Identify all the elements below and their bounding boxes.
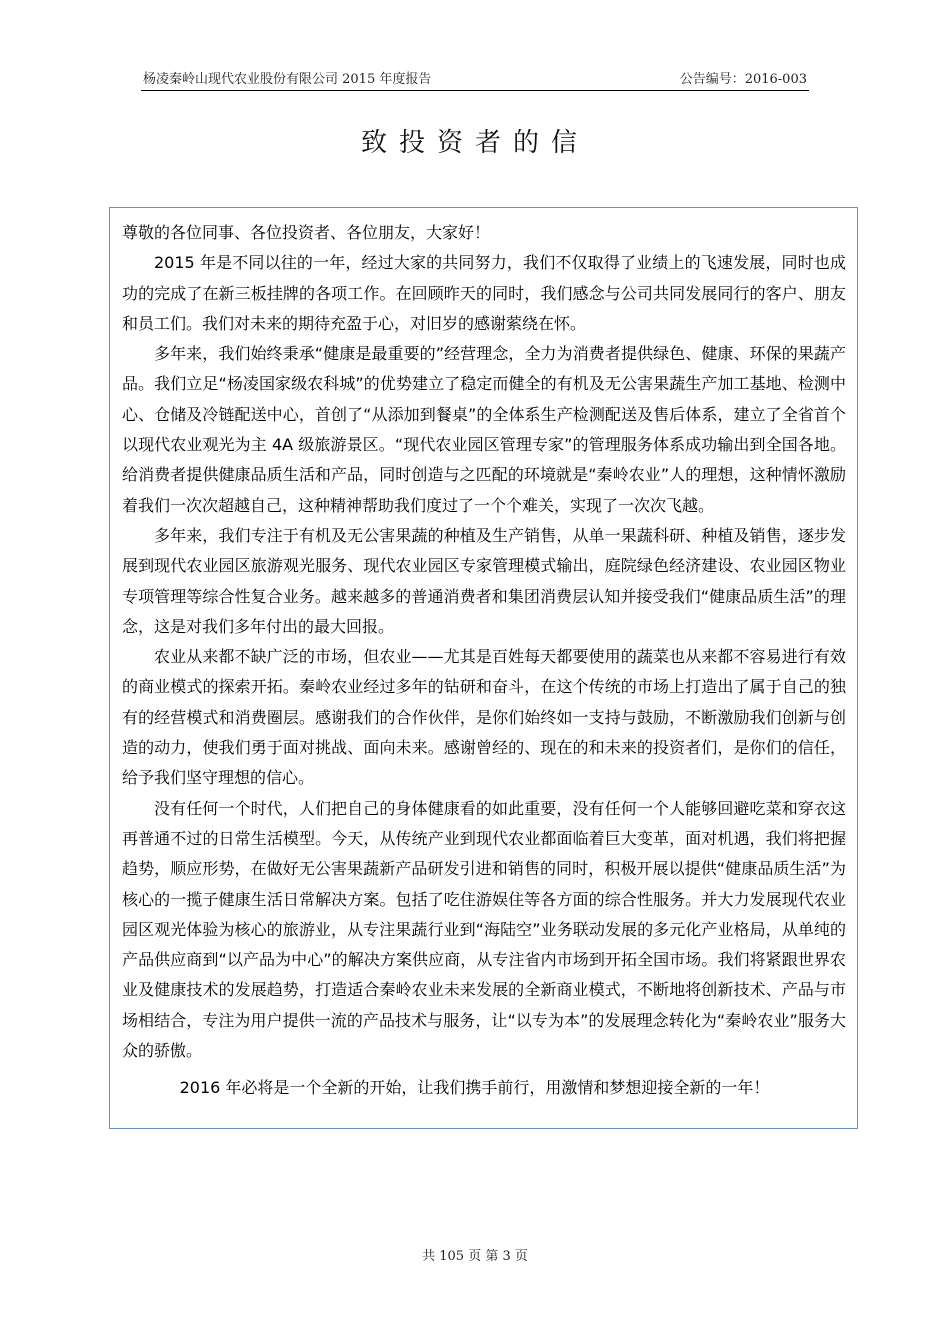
- page-header: [141, 64, 809, 91]
- letter-paragraph-5: 没有任何一个时代，人们把自己的身体健康看的如此重要，没有任何一个人能够回避吃菜和穿衣这再普通不过的日常生活模型。今天，从传统产业到现代农业都面临着巨大变革，面对机遇，我们将把握趋势，顺应形势，在做好无公害果蔬新产品研发引进和销售的同时，积极开展以提供“健康品质生活”为核心的一揽子健康生活日常解决方案。包括了吃住游娱住等各方面的综合性服务。并大力发展现代农业园区观光体验为核心的旅游业，从专注果蔬行业到“海陆空”业务联动发展的多元化产业格局，从单纯的产品供应商到“以产品为中心”的解决方案供应商，从专注省内市场到开拓全国市场。我们将紧跟世界农业及健康技术的发展趋势，打造适合秦岭农业未来发展的全新商业模式，不断地将创新技术、产品与市场相结合，专注为用户提供一流的产品技术与服务，让“以专为本”的发展理念转化为“秦岭农业”服务大众的骄傲。: [122, 798, 846, 1061]
- letter-paragraph-1: 2015 年是不同以往的一年，经过大家的共同努力，我们不仅取得了业绩上的飞速发展，同时也成功的完成了在新三板挂牌的各项工作。在回顾昨天的同时，我们感念与公司共同发展同行的客户、朋友和员工们。我们对未来的期待充盈于心，对旧岁的感谢萦绕在怀。: [122, 253, 846, 333]
- letter-body: [122, 218, 846, 1104]
- letter-paragraph-2: 多年来，我们始终秉承“健康是最重要的”经营理念，全力为消费者提供绿色、健康、环保的果蔬产品。我们立足“杨凌国家级农科城”的优势建立了稳定而健全的有机及无公害果蔬生产加工基地、检测中心、仓储及冷链配送中心，首创了“从添加到餐桌”的全体系生产检测配送及售后体系，建立了全省首个以现代农业观光为主 4A 级旅游景区。“现代农业园区管理专家”的管理服务体系成功输出到全国各地。给消费者提供健康品质生活和产品，同时创造与之匹配的环境就是“秦岭农业”人的理想，这种情怀激励着我们一次次超越自己，这种精神帮助我们度过了一个个难关，实现了一次次飞越。: [122, 344, 846, 515]
- page-footer: 共 105 页 第 3 页: [422, 1249, 528, 1264]
- letter-closing: 2016 年必将是一个全新的开始，让我们携手前行，用激情和梦想迎接全新的一年！: [179, 1078, 770, 1098]
- letter-box: [109, 207, 858, 1129]
- company-report-title: 杨凌秦岭山现代农业股份有限公司 2015 年度报告: [143, 72, 432, 87]
- page-title: 致投资者的信: [360, 128, 589, 158]
- letter-paragraph-4: 农业从来都不缺广泛的市场，但农业——尤其是百姓每天都要使用的蔬菜也从来都不容易进行有效的商业模式的探索开拓。秦岭农业经过多年的钻研和奋斗，在这个传统的市场上打造出了属于自己的独有的经营模式和消费圈层。感谢我们的合作伙伴，是你们始终如一支持与鼓励，不断激励我们创新与创造的动力，使我们勇于面对挑战、面向未来。感谢曾经的、现在的和未来的投资者们，是你们的信任，给予我们坚守理想的信心。: [122, 647, 846, 788]
- letter-paragraph-3: 多年来，我们专注于有机及无公害果蔬的种植及生产销售，从单一果蔬科研、种植及销售，逐步发展到现代农业园区旅游观光服务、现代农业园区专家管理模式输出，庭院绿色经济建设、农业园区物业专项管理等综合性复合业务。越来越多的普通消费者和集团消费层认知并接受我们“健康品质生活”的理念，这是对我们多年付出的最大回报。: [122, 525, 846, 636]
- letter-salutation: 尊敬的各位同事、各位投资者、各位朋友，大家好！: [122, 223, 491, 242]
- announcement-number: 公告编号：2016-003: [679, 72, 807, 87]
